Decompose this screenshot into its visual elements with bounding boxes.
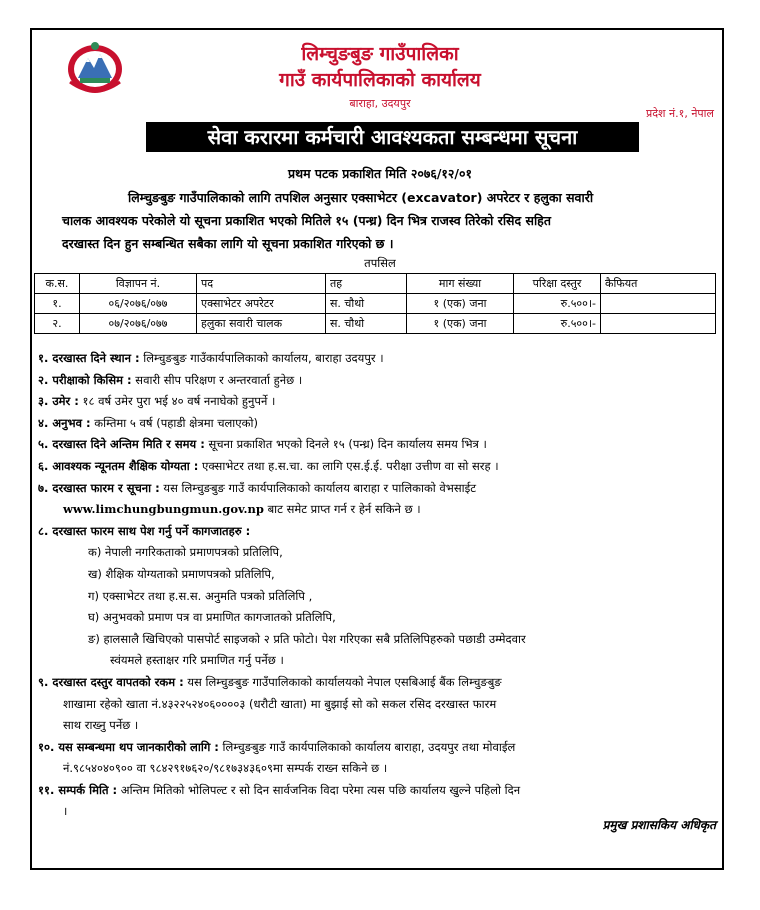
intro-line: लिम्चुङबुङ गाउँपालिकाको लागि तपशिल अनुसार एक्साभेटर (excavator) अपरेटर र हलुका सवारी [128, 190, 594, 205]
document-item: ङ) हालसालै खिचिएको पासपोर्ट साइजको २ प्रति फोटो। पेश गरिएका सबै प्रतिलिपिहरुको पछाडी उम्मेदवार [88, 631, 526, 646]
item-fee-cont: साथ राख्नु पर्नेछ । [63, 718, 139, 733]
document-item: क) नेपाली नगरिकताको प्रमाणपत्रको प्रतिलिपि, [88, 545, 283, 560]
intro-paragraph [40, 186, 716, 255]
item-fee: ९. दरखास्त दस्तुर वापतको रकम : यस लिम्चुङबुङ गाउँपालिकाको कार्यालयको नेपाल एसबिआई बैंक लिम्चुङबुङ [38, 674, 502, 689]
intro-line: चालक आवश्यक परेकोले यो सूचना प्रकाशित भएको मितिले १५ (पन्ध्र) दिन भित्र राजस्व तिरेको रसिद सहित [62, 213, 551, 228]
col-header: परिक्षा दस्तुर [514, 274, 601, 294]
table-cell: १ (एक) जना [407, 294, 514, 314]
col-header: क.स. [35, 274, 80, 294]
document-item: ख) शैक्षिक योग्यताको प्रमाणपत्रको प्रतिलिपि, [88, 566, 275, 581]
province: प्रदेश नं.१, नेपाल [645, 107, 714, 120]
table-row [35, 314, 716, 334]
table-cell: २. [35, 314, 80, 334]
item-fee-cont: शाखामा रहेको खाता नं.४३२२५२४०६००००३ (धरौटी खाता) मा बुझाई सो को सकल रसिद दरखास्त फारम [63, 696, 497, 711]
table-cell: १ (एक) जना [407, 314, 514, 334]
item-more-info: १०. यस सम्बन्धमा थप जानकारीको लागि : लिम्चुङबुङ गाउँ कार्यपालिकाको कार्यालय बाराहा, उदयपुर तथा मोवाईल [38, 739, 516, 754]
notice-items [38, 348, 722, 823]
location: बाराहा, उदयपुर [349, 97, 411, 110]
table-caption: तपसिल [364, 256, 396, 270]
item-documents: ८. दरखास्त फारम साथ पेश गर्नु पर्ने कागजातहरु : [38, 523, 251, 538]
item-experience: ४. अनुभव : कम्तिमा ५ वर्ष (पहाडी क्षेत्रमा चलाएको) [38, 415, 258, 430]
website-link[interactable]: www.limchungbungmun.gov.np [63, 502, 264, 517]
document-item-cont: स्वंयमले हस्ताक्षर गरि प्रमाणित गर्नु पर्नेछ । [110, 653, 284, 668]
col-header: तह [326, 274, 407, 294]
org-name: लिम्चुङबुङ गाउँपालिका [301, 43, 459, 65]
table-cell: १. [35, 294, 80, 314]
table-cell: ०६/२०७६/०७७ [80, 294, 197, 314]
item-contact-date-cont: । [63, 804, 68, 819]
item-deadline: ५. दरखास्त दिने अन्तिम मिति र समय : सूचना प्रकाशित भएको दिनले १५ (पन्ध्र) दिन कार्यालय समय भित्र । [38, 437, 487, 452]
col-header: कैफियत [601, 274, 716, 294]
document-item: ग) एक्साभेटर तथा ह.स.स. अनुमति पत्रको प्रतिलिपि , [88, 588, 313, 603]
table-cell [601, 294, 716, 314]
table-row [35, 294, 716, 314]
notice-title: सेवा करारमा कर्मचारी आवश्यकता सम्बन्धमा सूचना [146, 122, 639, 152]
item-form-notice: ७. दरखास्त फारम र सूचना : यस लिम्चुङबुङ गाउँ कार्यपालिकाको कार्यालय बाराहा र पालिकाको वेभसाईट [38, 480, 477, 495]
signature-title: प्रमुख प्रशासकिय अधिकृत [602, 818, 716, 832]
table-cell: स. चौथो [326, 314, 407, 334]
table-cell: रु.५००।- [514, 314, 601, 334]
vacancy-table [34, 273, 716, 334]
table-cell: स. चौथो [326, 294, 407, 314]
item-age: ३. उमेर : १८ वर्ष उमेर पुरा भई ४० वर्ष ननाघेको हुनुपर्ने । [38, 394, 276, 409]
col-header: पद [197, 274, 326, 294]
item-contact-date: ११. सम्पर्क मिति : अन्तिम मितिको भोलिपल्ट र सो दिन सार्वजनिक विदा परेमा त्यस पछि कार्यालय खुल्ने पहिलो दिन [38, 782, 521, 797]
table-header-row [35, 274, 716, 294]
item-more-info-cont: नं.९८५४०४०९०० वा ९८४२९१७६२०/९८१७३४३६०९मा सम्पर्क राख्न सकिने छ । [63, 761, 388, 776]
col-header: विज्ञापन नं. [80, 274, 197, 294]
table-cell: हलुका सवारी चालक [197, 314, 326, 334]
office-name: गाउँ कार्यपालिकाको कार्यालय [279, 69, 481, 91]
table-cell [601, 314, 716, 334]
item-form-notice-cont: www.limchungbungmun.gov.np बाट समेट प्राप्त गर्न र हेर्न सकिने छ । [63, 502, 421, 517]
published-date: प्रथम पटक प्रकाशित मिति २०७६/१२/०१ [287, 166, 472, 181]
table-cell: ०७/२०७६/०७७ [80, 314, 197, 334]
intro-line: दरखास्त दिन हुन सम्बन्धित सबैका लागि यो सूचना प्रकाशित गरिएको छ । [62, 236, 394, 251]
col-header: माग संख्या [407, 274, 514, 294]
item-qualification: ६. आवश्यक न्यूनतम शैक्षिक योग्यता : एक्साभेटर तथा ह.स.चा. का लागि एस.ई.ई. परीक्षा उत्तीण वा सो सरह । [38, 458, 499, 473]
table-cell: एक्साभेटर अपरेटर [197, 294, 326, 314]
item-exam-type: २. परीक्षाको किसिम : सवारी सीप परिक्षण र अन्तरवार्ता हुनेछ । [38, 372, 303, 387]
document-item: घ) अनुभवको प्रमाण पत्र वा प्रमाणित कागजातको प्रतिलिपि, [88, 610, 336, 625]
item-application-place: १. दरखास्त दिने स्थान : लिम्चुङबुङ गाउँकार्यपालिकाको कार्यालय, बाराहा उदयपुर । [38, 351, 384, 365]
table-cell: रु.५००।- [514, 294, 601, 314]
